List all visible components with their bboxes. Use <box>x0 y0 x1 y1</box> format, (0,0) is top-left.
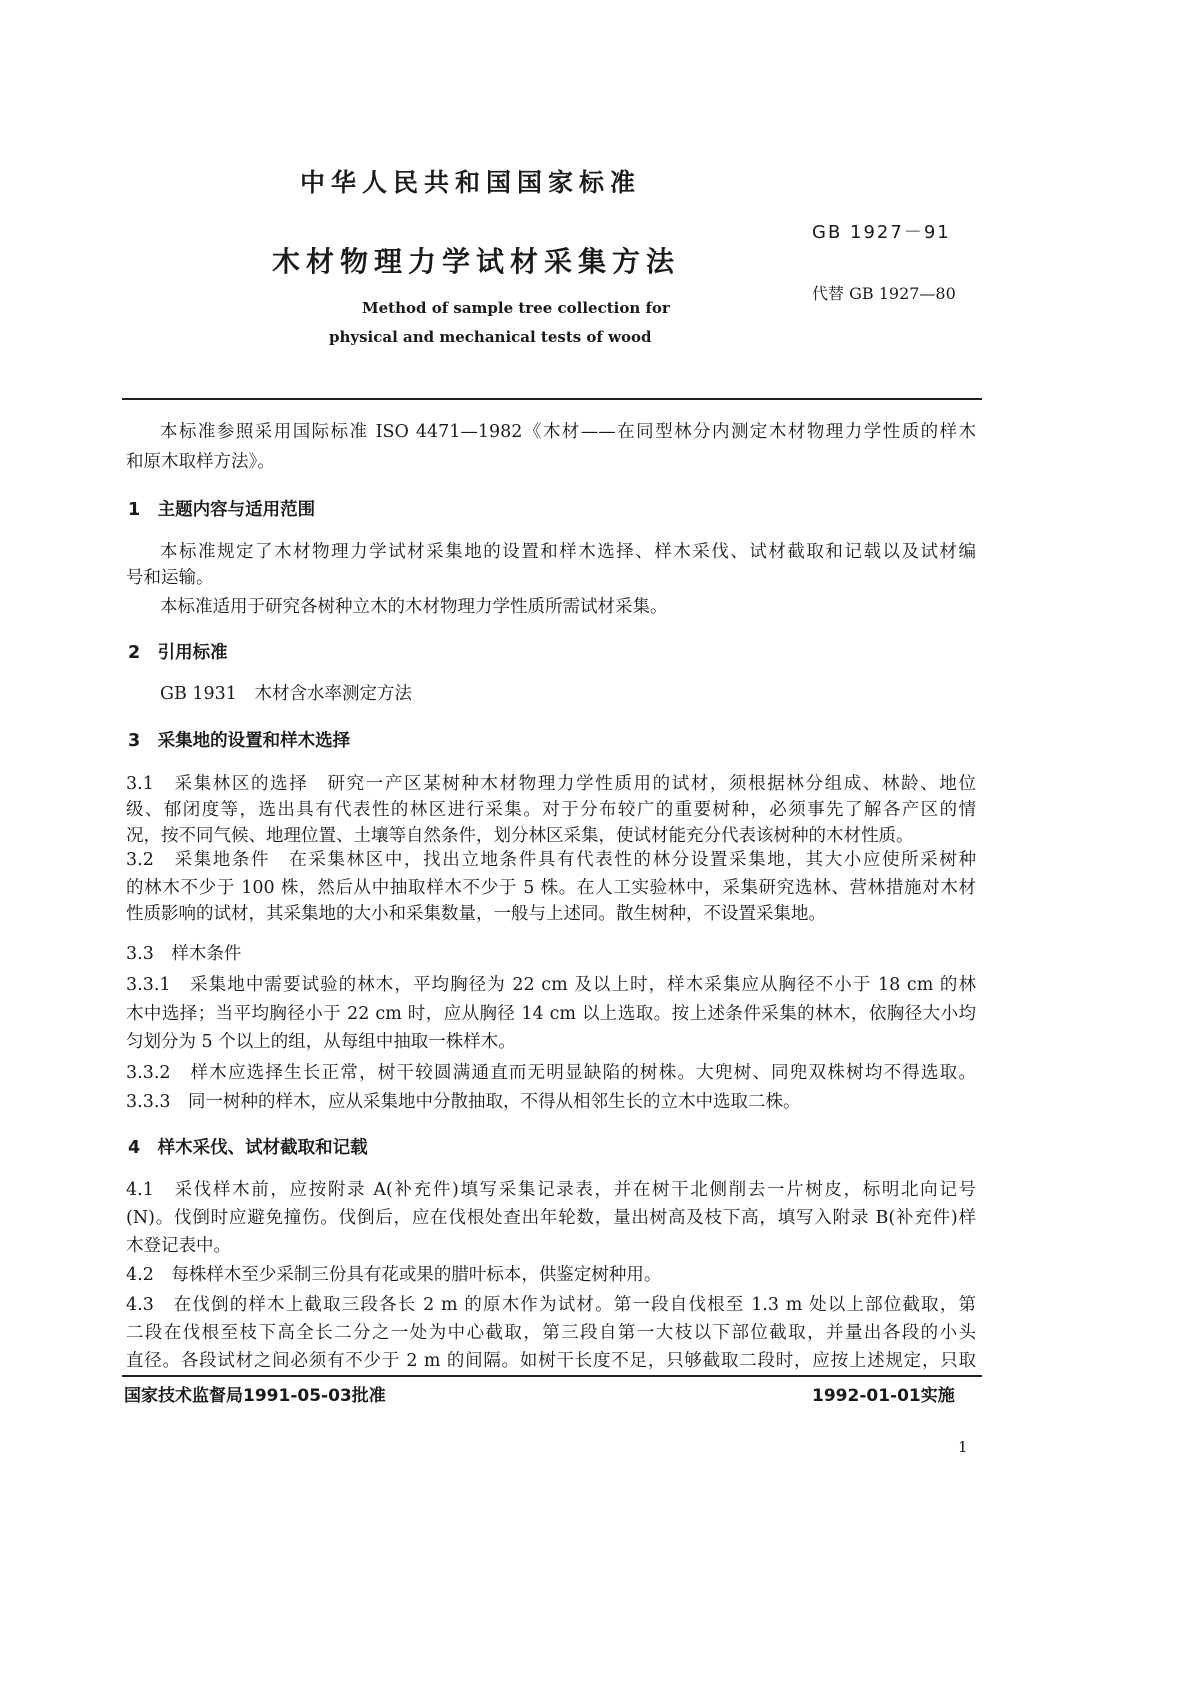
paragraph-line: 4.1 采伐样木前，应按附录 A(补充件)填写采集记录表，并在树干北侧削去一片树皮，标明北向记号 <box>126 1180 976 1200</box>
paragraph-line: 3.3.2 样木应选择生长正常，树干较圆满通直而无明显缺陷的树株。大兜树、同兜双株树均不得选取。 <box>126 1063 976 1083</box>
effective-date: 1992-01-01实施 <box>812 1386 955 1406</box>
english-title-line-1: Method of sample tree collection for <box>362 299 670 317</box>
section-4-heading: 4 样木采伐、试材截取和记载 <box>128 1138 368 1158</box>
paragraph-line: 4.3 在伐倒的样木上截取三段各长 2 m 的原木作为试材。第一段自伐根至 1.3 m 处以上部位截取，第 <box>126 1295 976 1315</box>
replaces-standard: 代替 GB 1927—80 <box>812 284 956 303</box>
paragraph-line: 木登记表中。 <box>126 1236 231 1256</box>
paragraph-line: 级、郁闭度等，选出具有代表性的林区进行采集。对于分布较广的重要树种，必须事先了解各产区的情 <box>126 800 976 820</box>
paragraph-line: 直径。各段试材之间必须有不少于 2 m 的间隔。如树干长度不足，只够截取二段时，应按上述规定，只取 <box>126 1351 976 1371</box>
section-3-heading: 3 采集地的设置和样木选择 <box>128 731 351 751</box>
paragraph-line: 3.2 采集地条件 在采集林区中，找出立地条件具有代表性的林分设置采集地，其大小应使所采树种 <box>126 850 976 870</box>
paragraph-line: 3.3.1 采集地中需要试验的林木，平均胸径为 22 cm 及以上时，样木采集应从胸径不小于 18 cm 的林 <box>126 975 976 995</box>
paragraph-line: 木中选择；当平均胸径小于 22 cm 时，应从胸径 14 cm 以上选取。按上述条件采集的林木，依胸径大小均 <box>126 1004 976 1024</box>
subsection-heading: 3.3 样木条件 <box>126 944 242 964</box>
intro-line: 和原木取样方法》。 <box>126 452 275 472</box>
footer-divider <box>122 1375 982 1377</box>
header-divider <box>122 398 982 400</box>
reference-standard: GB 1931 木材含水率测定方法 <box>160 684 412 704</box>
intro-line: 本标准参照采用国际标准 ISO 4471—1982《木材——在同型林分内测定木材物理力学性质的样木 <box>160 422 976 442</box>
section-2-heading: 2 引用标准 <box>128 643 228 663</box>
paragraph-line: 3.3.3 同一树种的样木，应从采集地中分散抽取，不得从相邻生长的立木中选取二株。 <box>126 1092 801 1112</box>
paragraph-line: 号和运输。 <box>126 568 214 588</box>
paragraph-line: 3.1 采集林区的选择 研究一产区某树种木材物理力学性质用的试材，须根据林分组成、林龄、地位 <box>126 774 976 794</box>
national-standard-heading: 中华人民共和国国家标准 <box>300 168 642 197</box>
document-title: 木材物理力学试材采集方法 <box>272 245 681 278</box>
paragraph-line: 本标准适用于研究各树种立木的木材物理力学性质所需试材采集。 <box>160 597 668 617</box>
paragraph-line: (N)。伐倒时应避免撞伤。伐倒后，应在伐根处查出年轮数，量出树高及枝下高，填写入附录 B(补充件)样 <box>126 1208 976 1228</box>
paragraph-line: 4.2 每株样木至少采制三份具有花或果的腊叶标本，供鉴定树种用。 <box>126 1265 662 1285</box>
page-number: 1 <box>958 1438 968 1456</box>
paragraph-line: 本标准规定了木材物理力学试材采集地的设置和样木选择、样木采伐、试材截取和记载以及试材编 <box>160 542 976 562</box>
english-title-line-2: physical and mechanical tests of wood <box>329 328 652 346</box>
paragraph-line: 性质影响的试材，其采集地的大小和采集数量，一般与上述同。散生树种，不设置采集地。 <box>126 904 826 924</box>
section-1-heading: 1 主题内容与适用范围 <box>128 500 316 520</box>
paragraph-line: 二段在伐根至枝下高全长二分之一处为中心截取，第三段自第一大枝以下部位截取，并量出各段的小头 <box>126 1323 976 1343</box>
paragraph-line: 况，按不同气候、地理位置、土壤等自然条件，划分林区采集，使试材能充分代表该树种的木材性质。 <box>126 826 914 846</box>
paragraph-line: 匀划分为 5 个以上的组，从每组中抽取一株样木。 <box>126 1032 516 1052</box>
standard-code: GB 1927－91 <box>812 222 951 243</box>
paragraph-line: 的林木不少于 100 株，然后从中抽取样木不少于 5 株。在人工实验林中，采集研究选林、营林措施对木材 <box>126 878 976 898</box>
approval-line: 国家技术监督局1991-05-03批准 <box>124 1386 386 1406</box>
